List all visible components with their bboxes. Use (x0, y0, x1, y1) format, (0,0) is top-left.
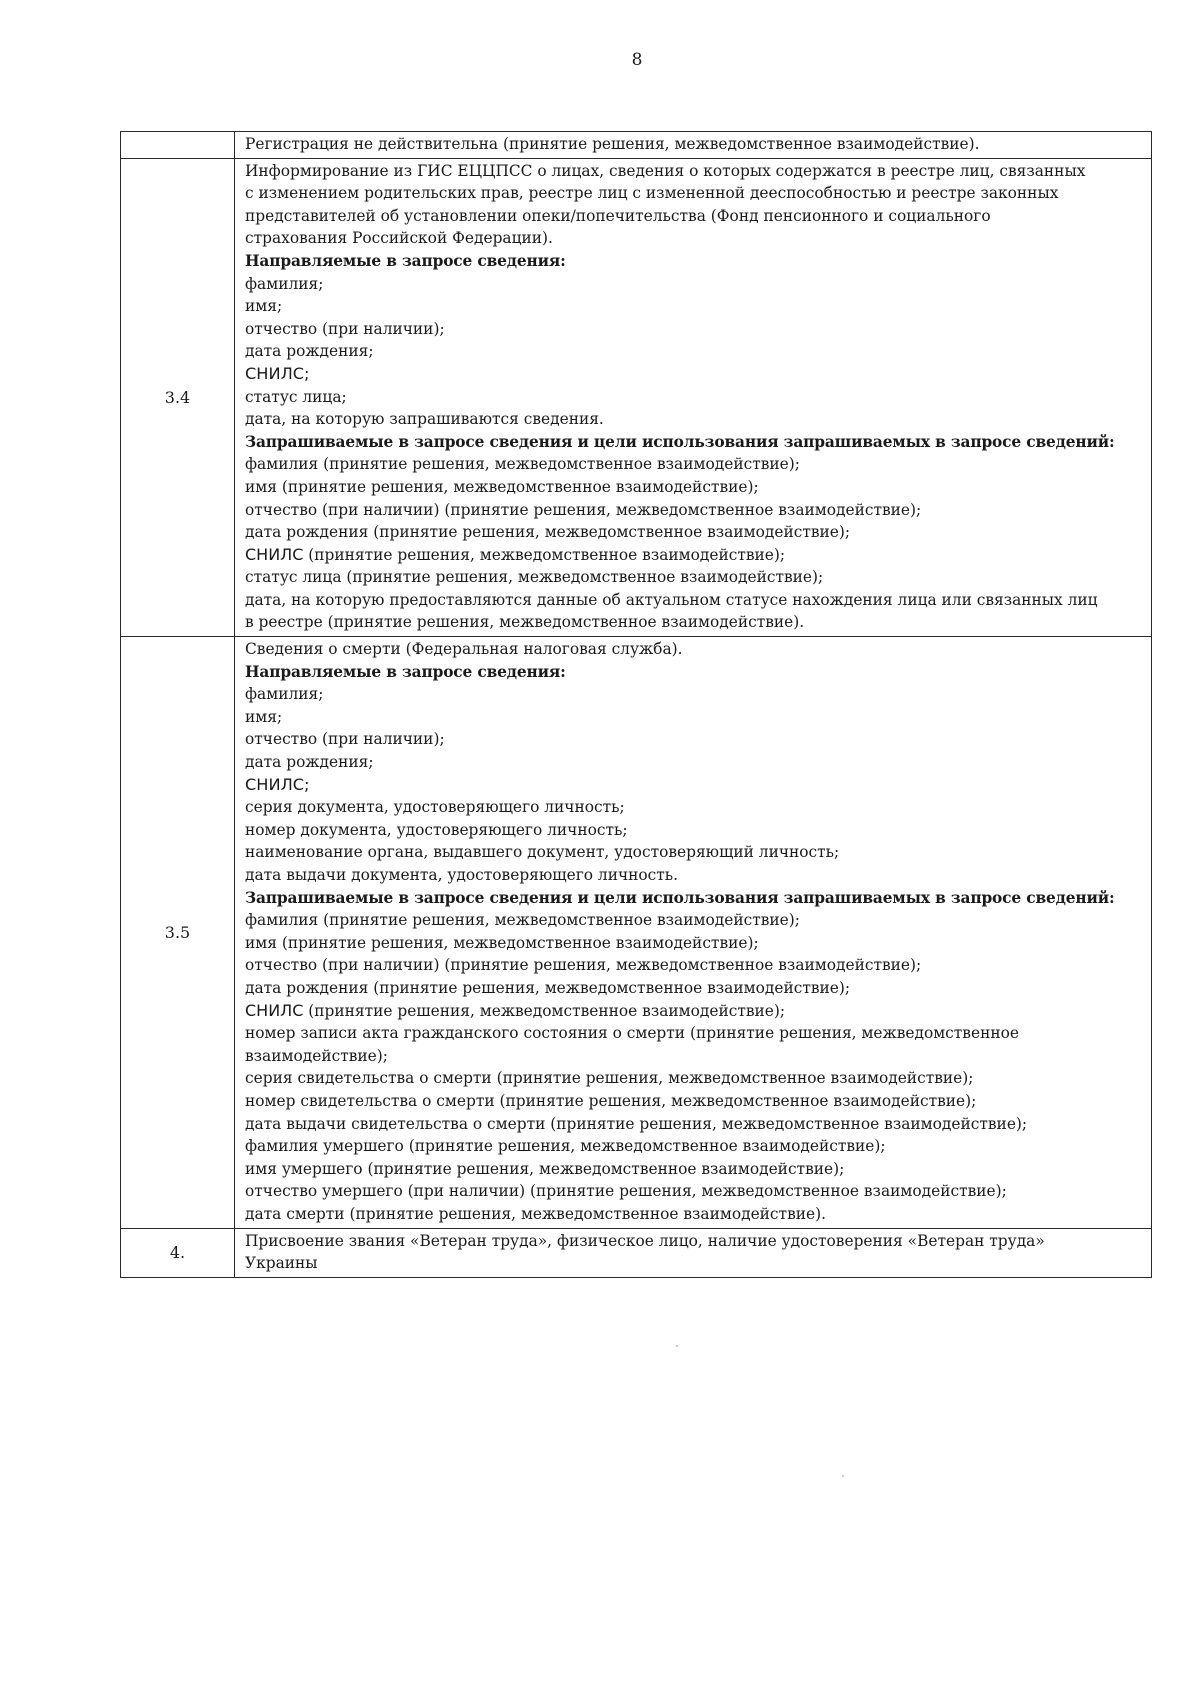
section-heading: Запрашиваемые в запросе сведения и цели использования запрашиваемых в запросе сведений: (245, 888, 1115, 907)
text-line: дата рождения; (245, 753, 374, 772)
snils-abbr: СНИЛС (245, 544, 304, 564)
row-content (235, 132, 1152, 159)
text-line: номер свидетельства о смерти (принятие решения, межведомственное взаимодействие); (245, 1091, 977, 1110)
text-line: отчество (при наличии); (245, 730, 445, 749)
text-line: СНИЛС; (245, 774, 310, 794)
table-row (121, 132, 1152, 159)
table-body (121, 132, 1152, 1278)
text-line (245, 1000, 1143, 1023)
text-line: имя (принятие решения, межведомственное взаимодействие); (245, 933, 759, 952)
text-line: дата смерти (принятие решения, межведомственное взаимодействие). (245, 1204, 826, 1223)
row-content (235, 158, 1152, 636)
text-line: фамилия умершего (принятие решения, межведомственное взаимодействие); (245, 1137, 886, 1156)
text-line: серия документа, удостоверяющего личность; (245, 798, 625, 817)
row-number (121, 132, 235, 159)
text-line: имя; (245, 297, 283, 316)
text-line: дата выдачи документа, удостоверяющего личность. (245, 866, 679, 884)
text-line: дата, на которую предоставляются данные об актуальном статусе нахождения лица или связанных лиц (245, 590, 1098, 609)
text-line: представителей об установлении опеки/попечительства (Фонд пенсионного и социального (245, 206, 991, 225)
row-number: 4. (121, 1228, 235, 1277)
scan-speck (676, 1345, 678, 1347)
text-line: отчество (при наличии); (245, 319, 445, 338)
text-line (245, 544, 1143, 567)
text-line: фамилия (принятие решения, межведомственное взаимодействие); (245, 911, 800, 930)
text-line-rest: (принятие решения, межведомственное взаимодействие); (303, 1001, 786, 1020)
table-row (121, 158, 1152, 636)
text-line: Присвоение звания «Ветеран труда», физическое лицо, наличие удостоверения «Ветеран труда» (245, 1231, 1045, 1250)
text-line: отчество (при наличии) (принятие решения, межведомственное взаимодействие); (245, 500, 922, 519)
text-line: страхования Российской Федерации). (245, 229, 553, 248)
row-number: 3.5 (121, 637, 235, 1228)
text-line: отчество умершего (при наличии) (принятие решения, межведомственное взаимодействие); (245, 1182, 1007, 1201)
text-line: имя умершего (принятие решения, межведомственное взаимодействие); (245, 1159, 845, 1178)
text-line: статус лица; (245, 387, 347, 406)
snils-abbr: СНИЛС (245, 1000, 304, 1020)
text-line: в реестре (принятие решения, межведомственное взаимодействие). (245, 613, 805, 632)
text-line: дата, на которую запрашиваются сведения. (245, 410, 604, 429)
requirements-table (120, 131, 1152, 1278)
text-line: отчество (при наличии) (принятие решения, межведомственное взаимодействие); (245, 956, 922, 975)
section-heading: Запрашиваемые в запросе сведения и цели использования запрашиваемых в запросе сведений: (245, 432, 1115, 451)
text-line: статус лица (принятие решения, межведомственное взаимодействие); (245, 568, 824, 587)
text-line: номер документа, удостоверяющего личность; (245, 820, 628, 839)
table-row (121, 637, 1152, 1228)
page-number: 8 (631, 50, 643, 70)
scan-speck (842, 1475, 844, 1477)
section-heading: Направляемые в запросе сведения: (245, 662, 566, 681)
text-line: фамилия; (245, 274, 324, 293)
table-row (121, 1228, 1152, 1277)
text-line: дата рождения; (245, 342, 374, 361)
text-line: Украины (245, 1254, 318, 1273)
text-line: фамилия; (245, 685, 324, 704)
text-line: дата рождения (принятие решения, межведомственное взаимодействие); (245, 523, 851, 542)
text-line: имя; (245, 707, 283, 726)
text-line: имя (принятие решения, межведомственное взаимодействие); (245, 477, 759, 496)
text-line: с изменением родительских прав, реестре лиц с измененной дееспособностью и реестре законных (245, 184, 1059, 203)
text-line: фамилия (принятие решения, межведомственное взаимодействие); (245, 455, 800, 474)
row-number: 3.4 (121, 158, 235, 636)
text-line: СНИЛС; (245, 363, 310, 383)
text-line: наименование органа, выдавшего документ, удостоверяющий личность; (245, 843, 840, 862)
row-content (235, 637, 1152, 1228)
text-line: номер записи акта гражданского состояния о смерти (принятие решения, межведомственное (245, 1024, 1019, 1043)
section-heading: Направляемые в запросе сведения: (245, 251, 566, 270)
text-line: дата рождения (принятие решения, межведомственное взаимодействие); (245, 978, 851, 997)
text-line: взаимодействие); (245, 1046, 388, 1065)
text-line: дата выдачи свидетельства о смерти (принятие решения, межведомственное взаимодействие); (245, 1114, 1028, 1133)
text-line: Регистрация не действительна (принятие решения, межведомственное взаимодействие). (245, 135, 980, 153)
text-line-rest: (принятие решения, межведомственное взаимодействие); (303, 545, 786, 564)
text-line: Информирование из ГИС ЕЦЦПСС о лицах, сведения о которых содержатся в реестре лиц, связанных (245, 161, 1086, 180)
row-content (235, 1228, 1152, 1277)
text-line: серия свидетельства о смерти (принятие решения, межведомственное взаимодействие); (245, 1069, 974, 1088)
text-line: Сведения о смерти (Федеральная налоговая служба). (245, 640, 683, 659)
